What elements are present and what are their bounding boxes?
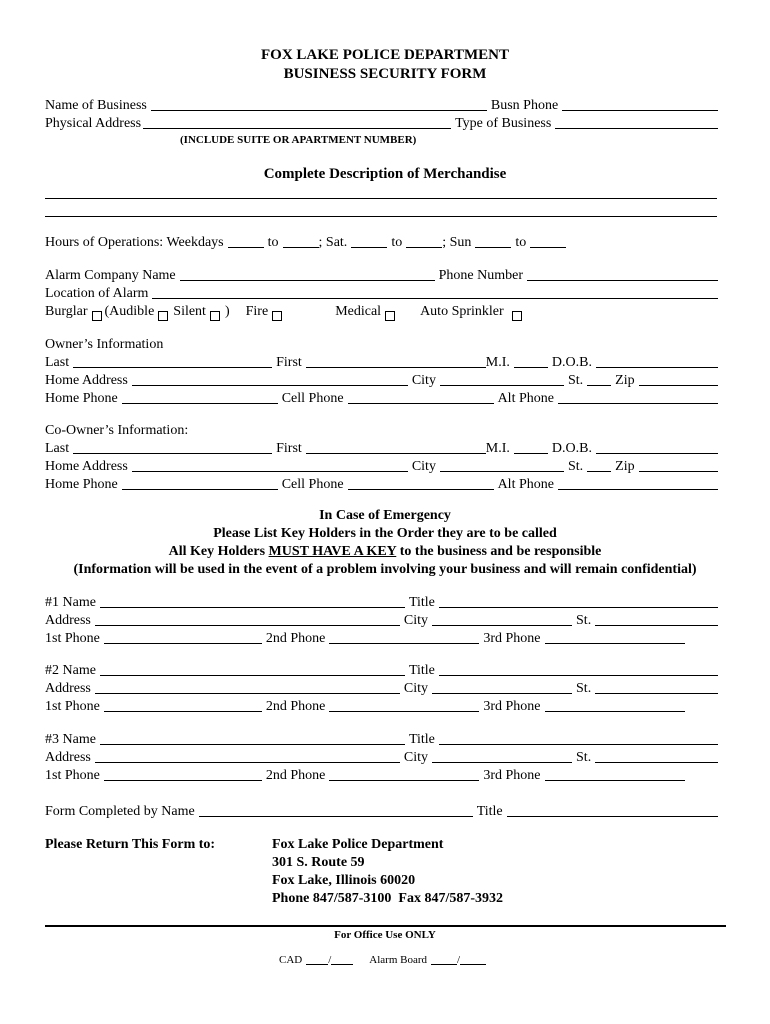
alarm-board-label: Alarm Board xyxy=(369,954,428,966)
burglar-checkbox[interactable] xyxy=(92,311,102,321)
fire-label: Fire xyxy=(245,304,269,319)
coowner-address-label: Home Address xyxy=(45,459,128,474)
alarm-company-row xyxy=(45,267,722,285)
alarm-location-label: Location of Alarm xyxy=(45,286,149,301)
return-label: Please Return This Form to: xyxy=(45,837,216,852)
business-name-field[interactable] xyxy=(151,97,487,111)
type-of-business-label: Type of Business xyxy=(455,116,552,131)
office-use-title: For Office Use ONLY xyxy=(334,929,436,941)
keyholder-3-address-label: Address xyxy=(45,750,91,765)
confidentiality-note: (Information will be used in the event of a problem involving your business and will remain confidential) xyxy=(73,562,697,577)
keyholder-1-name-label: #1 Name xyxy=(45,595,96,610)
key-requirement-part-1: All Key Holders xyxy=(168,544,269,559)
keyholder-1-st-field[interactable] xyxy=(595,612,718,626)
business-name-row xyxy=(45,97,722,115)
keyholder-1-name-field[interactable] xyxy=(100,594,405,608)
keyholder-3-phone1-field[interactable] xyxy=(104,767,262,781)
type-of-business-field[interactable] xyxy=(555,115,718,129)
form-title: BUSINESS SECURITY FORM xyxy=(283,66,487,82)
keyholder-1-address-row xyxy=(45,612,722,630)
business-name-label: Name of Business xyxy=(45,98,147,113)
silent-label: Silent xyxy=(173,304,206,319)
merchandise-title: Complete Description of Merchandise xyxy=(263,166,507,182)
coowner-st-label: St. xyxy=(567,459,584,474)
keyholder-1-address-label: Address xyxy=(45,613,91,628)
coowner-dob-label: D.O.B. xyxy=(551,441,592,456)
alarm-company-label: Alarm Company Name xyxy=(45,268,176,283)
completed-by-label: Form Completed by Name xyxy=(45,804,195,819)
keyholder-1-phone1-field[interactable] xyxy=(104,630,262,644)
coowner-city-label: City xyxy=(411,459,436,474)
medical-checkbox[interactable] xyxy=(385,311,395,321)
keyholder-1-phone3-field[interactable] xyxy=(545,630,685,644)
keyholder-2-title-label: Title xyxy=(408,663,435,678)
alarm-board-field-1[interactable] xyxy=(431,954,457,965)
owner-dob-label: D.O.B. xyxy=(551,355,592,370)
weekdays-to-field[interactable] xyxy=(283,234,319,248)
keyholder-3-phone1-label: 1st Phone xyxy=(45,768,100,783)
owner-last-label: Last xyxy=(45,355,70,370)
busn-phone-field[interactable] xyxy=(562,97,718,111)
keyholder-3-address-field[interactable] xyxy=(95,749,400,763)
cad-label: CAD xyxy=(279,954,303,966)
busn-phone-label: Busn Phone xyxy=(490,98,559,113)
coowner-home-phone-field[interactable] xyxy=(122,476,278,490)
keyholder-2-st-label: St. xyxy=(576,681,592,696)
sprinkler-checkbox[interactable] xyxy=(512,311,522,321)
physical-address-label: Physical Address xyxy=(45,116,142,131)
owner-home-phone-label: Home Phone xyxy=(45,391,118,406)
owner-city-label: City xyxy=(411,373,436,388)
hours-label: Hours of Operations: Weekdays xyxy=(45,235,224,250)
fire-checkbox[interactable] xyxy=(272,311,282,321)
keyholder-2-phone2-label: 2nd Phone xyxy=(265,699,326,714)
keyholder-2-name-row xyxy=(45,662,722,680)
cad-slash: / xyxy=(328,954,332,966)
alarm-board-slash: / xyxy=(457,954,461,966)
keyholder-3-address-row xyxy=(45,749,722,767)
keyholder-3-title-label: Title xyxy=(408,732,435,747)
keyholder-3-phone2-label: 2nd Phone xyxy=(265,768,326,783)
alarm-type-row xyxy=(45,303,722,321)
owner-title-text: Owner’s Information xyxy=(45,337,164,352)
keyholder-2-city-field[interactable] xyxy=(432,680,572,694)
address-note: (INCLUDE SUITE OR APARTMENT NUMBER) xyxy=(180,134,417,146)
cad-field-1[interactable] xyxy=(306,954,328,965)
alarm-phone-label: Phone Number xyxy=(438,268,524,283)
keyholder-2-phone1-field[interactable] xyxy=(104,698,262,712)
weekdays-from-field[interactable] xyxy=(228,234,264,248)
owner-city-field[interactable] xyxy=(440,372,564,386)
office-use-row xyxy=(279,953,486,967)
return-dept: Fox Lake Police Department xyxy=(272,837,444,852)
alarm-phone-field[interactable] xyxy=(527,267,718,281)
owner-phone-row xyxy=(45,390,722,408)
owner-name-row xyxy=(45,354,722,372)
return-city: Fox Lake, Illinois 60020 xyxy=(272,873,416,888)
alarm-location-row xyxy=(45,285,722,303)
medical-label: Medical xyxy=(335,304,382,319)
owner-home-phone-field[interactable] xyxy=(122,390,278,404)
owner-cell-phone-label: Cell Phone xyxy=(281,391,344,406)
coowner-home-phone-label: Home Phone xyxy=(45,477,118,492)
alarm-location-field[interactable] xyxy=(152,285,718,299)
keyholder-3-name-row xyxy=(45,731,722,749)
owner-alt-phone-label: Alt Phone xyxy=(497,391,554,406)
keyholder-2-name-label: #2 Name xyxy=(45,663,96,678)
keyholder-1-phone3-label: 3rd Phone xyxy=(483,631,541,646)
owner-zip-field[interactable] xyxy=(639,372,718,386)
keyholder-1-name-row xyxy=(45,594,722,612)
keyholder-1-phone2-label: 2nd Phone xyxy=(265,631,326,646)
keyholder-3-name-label: #3 Name xyxy=(45,732,96,747)
merchandise-line-1[interactable] xyxy=(45,198,717,199)
completed-title-label: Title xyxy=(476,804,503,819)
coowner-cell-phone-label: Cell Phone xyxy=(281,477,344,492)
keyholder-3-phone3-field[interactable] xyxy=(545,767,685,781)
owner-first-field[interactable] xyxy=(306,354,486,368)
alarm-board-field-2[interactable] xyxy=(460,954,486,965)
coowner-first-field[interactable] xyxy=(306,440,486,454)
keyholder-2-title-field[interactable] xyxy=(439,662,718,676)
keyholder-1-title-label: Title xyxy=(408,595,435,610)
merchandise-line-2[interactable] xyxy=(45,216,717,217)
keyholder-3-st-field[interactable] xyxy=(595,749,718,763)
burglar-label: Burglar xyxy=(45,304,88,319)
keyholder-2-address-label: Address xyxy=(45,681,91,696)
emergency-instruction: Please List Key Holders in the Order they are to be called xyxy=(213,526,557,541)
keyholder-3-phone3-label: 3rd Phone xyxy=(483,768,541,783)
hours-row xyxy=(45,234,722,252)
coowner-last-field[interactable] xyxy=(73,440,272,454)
sun-label: ; Sun xyxy=(442,235,472,250)
keyholder-3-city-label: City xyxy=(403,750,429,765)
keyholder-2-phone-row xyxy=(45,698,722,716)
coowner-dob-field[interactable] xyxy=(596,440,718,454)
coowner-mi-label: M.I. xyxy=(485,441,510,456)
keyholder-1-st-label: St. xyxy=(576,613,592,628)
owner-mi-field[interactable] xyxy=(514,354,548,368)
keyholder-3-city-field[interactable] xyxy=(432,749,572,763)
must-have-a-key: MUST HAVE A KEY xyxy=(268,544,397,559)
coowner-phone-row xyxy=(45,476,722,494)
coowner-title xyxy=(45,422,722,440)
keyholder-1-title-field[interactable] xyxy=(439,594,718,608)
key-requirement-part-2: to the business and be responsible xyxy=(396,544,602,559)
owner-address-label: Home Address xyxy=(45,373,128,388)
coowner-zip-field[interactable] xyxy=(639,458,718,472)
sat-from-field[interactable] xyxy=(351,234,387,248)
keyholder-1-phone2-field[interactable] xyxy=(329,630,479,644)
owner-dob-field[interactable] xyxy=(596,354,718,368)
physical-address-row xyxy=(45,115,722,133)
alarm-company-field[interactable] xyxy=(180,267,435,281)
keyholder-2-phone1-label: 1st Phone xyxy=(45,699,100,714)
keyholder-1-phone-row xyxy=(45,630,722,648)
owner-first-label: First xyxy=(276,355,302,370)
owner-title xyxy=(45,336,722,354)
department-title: FOX LAKE POLICE DEPARTMENT xyxy=(261,47,509,63)
owner-st-field[interactable] xyxy=(587,372,611,386)
owner-address-field[interactable] xyxy=(132,372,408,386)
keyholder-2-city-label: City xyxy=(403,681,429,696)
owner-cell-phone-field[interactable] xyxy=(348,390,494,404)
sat-to-label: to xyxy=(391,235,403,250)
sun-to-label: to xyxy=(515,235,527,250)
hours-to-label: to xyxy=(267,235,279,250)
coowner-alt-phone-label: Alt Phone xyxy=(497,477,554,492)
audible-checkbox[interactable] xyxy=(158,311,168,321)
silent-checkbox[interactable] xyxy=(210,311,220,321)
coowner-address-field[interactable] xyxy=(132,458,408,472)
keyholder-3-st-label: St. xyxy=(576,750,592,765)
silent-close-paren: ) xyxy=(224,304,230,319)
keyholder-3-phone-row xyxy=(45,767,722,785)
office-divider xyxy=(45,925,726,927)
sprinkler-label: Auto Sprinkler xyxy=(420,304,504,319)
return-phone-fax: Phone 847/587-3100 Fax 847/587-3932 xyxy=(272,891,503,906)
keyholder-2-phone3-label: 3rd Phone xyxy=(483,699,541,714)
keyholder-2-phone3-field[interactable] xyxy=(545,698,685,712)
cad-field-2[interactable] xyxy=(331,954,353,965)
return-street: 301 S. Route 59 xyxy=(272,855,365,870)
sat-label: ; Sat. xyxy=(318,235,348,250)
owner-address-row xyxy=(45,372,722,390)
keyholder-1-phone1-label: 1st Phone xyxy=(45,631,100,646)
coowner-first-label: First xyxy=(276,441,302,456)
keyholder-2-address-row xyxy=(45,680,722,698)
owner-st-label: St. xyxy=(567,373,584,388)
completed-title-field[interactable] xyxy=(507,803,718,817)
keyholder-1-address-field[interactable] xyxy=(95,612,400,626)
physical-address-field[interactable] xyxy=(143,115,451,129)
sun-to-field[interactable] xyxy=(530,234,566,248)
keyholder-2-phone2-field[interactable] xyxy=(329,698,479,712)
owner-mi-label: M.I. xyxy=(485,355,510,370)
coowner-city-field[interactable] xyxy=(440,458,564,472)
keyholder-1-city-field[interactable] xyxy=(432,612,572,626)
coowner-st-field[interactable] xyxy=(587,458,611,472)
sun-from-field[interactable] xyxy=(475,234,511,248)
sat-to-field[interactable] xyxy=(406,234,442,248)
coowner-last-label: Last xyxy=(45,441,70,456)
keyholder-3-title-field[interactable] xyxy=(439,731,718,745)
keyholder-2-name-field[interactable] xyxy=(100,662,405,676)
keyholder-1-city-label: City xyxy=(403,613,429,628)
coowner-name-row xyxy=(45,440,722,458)
coowner-alt-phone-field[interactable] xyxy=(558,476,718,490)
keyholder-2-address-field[interactable] xyxy=(95,680,400,694)
completed-by-row xyxy=(45,803,722,821)
emergency-heading: In Case of Emergency xyxy=(319,508,451,523)
owner-last-field[interactable] xyxy=(73,354,272,368)
audible-label: (Audible xyxy=(104,304,155,319)
keyholder-3-name-field[interactable] xyxy=(100,731,405,745)
keyholder-2-st-field[interactable] xyxy=(595,680,718,694)
owner-zip-label: Zip xyxy=(615,373,635,388)
completed-by-field[interactable] xyxy=(199,803,473,817)
owner-alt-phone-field[interactable] xyxy=(558,390,718,404)
coowner-mi-field[interactable] xyxy=(514,440,548,454)
coowner-address-row xyxy=(45,458,722,476)
coowner-title-text: Co-Owner’s Information: xyxy=(45,423,189,438)
keyholder-3-phone2-field[interactable] xyxy=(329,767,479,781)
emergency-key-requirement xyxy=(0,544,770,560)
coowner-cell-phone-field[interactable] xyxy=(348,476,494,490)
coowner-zip-label: Zip xyxy=(615,459,635,474)
